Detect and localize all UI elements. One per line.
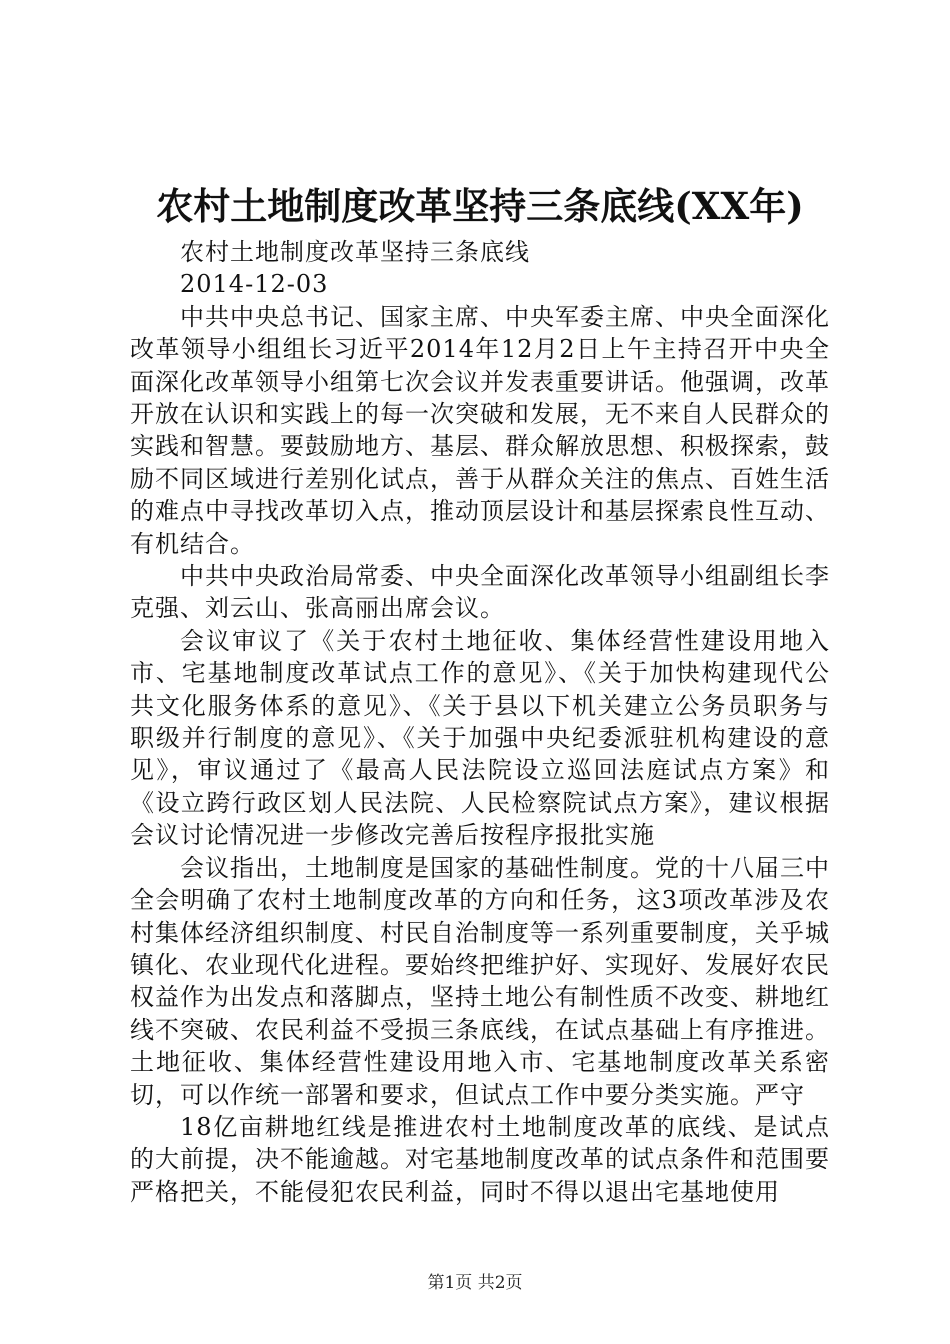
paragraph: 会议指出，土地制度是国家的基础性制度。党的十八届三中全会明确了农村土地制度改革的方向和任务，这3项改革涉及农村集体经济组织制度、村民自治制度等一系列重要制度，关乎城镇化、农业现代化进程。要始终把维护好、实现好、发展好农民权益作为出发点和落脚点，坚持土地公有制性质不改变、耕地红线不突破、农民利益不受损三条底线，在试点基础上有序推进。土地征收、集体经营性建设用地入市、宅基地制度改革关系密切，可以作统一部署和要求，但试点工作中要分类实施。严守 (130, 853, 830, 1109)
page-footer: 第1页 共2页 (427, 1273, 523, 1293)
paragraph: 中共中央政治局常委、中央全面深化改革领导小组副组长李克强、刘云山、张高丽出席会议。 (130, 562, 830, 623)
document-title: 农村土地制度改革坚持三条底线(XX年) (156, 184, 804, 228)
paragraph: 中共中央总书记、国家主席、中央军委主席、中央全面深化改革领导小组组长习近平2014年12月2日上午主持召开中央全面深化改革领导小组第七次会议并发表重要讲话。他强调，改革开放在认识和实践上的每一次突破和发展，无不来自人民群众的实践和智慧。要鼓励地方、基层、群众解放思想、积极探索，鼓励不同区域进行差别化试点，善于从群众关注的焦点、百姓生活的难点中寻找改革切入点，推动顶层设计和基层探索良性互动、有机结合。 (130, 302, 830, 558)
document-date: 2014-12-03 (180, 270, 329, 299)
paragraph: 会议审议了《关于农村土地征收、集体经营性建设用地入市、宅基地制度改革试点工作的意见》、《关于加快构建现代公共文化服务体系的意见》、《关于县以下机关建立公务员职务与职级并行制度的意见》、《关于加强中央纪委派驻机构建设的意见》，审议通过了《最高人民法院设立巡回法庭试点方案》和《设立跨行政区划人民法院、人民检察院试点方案》，建议根据会议讨论情况进一步修改完善后按程序报批实施 (130, 626, 830, 850)
document-body (130, 236, 830, 1208)
document-subtitle: 农村土地制度改革坚持三条底线 (180, 238, 530, 266)
paragraph: 18亿亩耕地红线是推进农村土地制度改革的底线、是试点的大前提，决不能逾越。对宅基地制度改革的试点条件和范围要严格把关，不能侵犯农民利益，同时不得以退出宅基地使用 (130, 1112, 830, 1206)
